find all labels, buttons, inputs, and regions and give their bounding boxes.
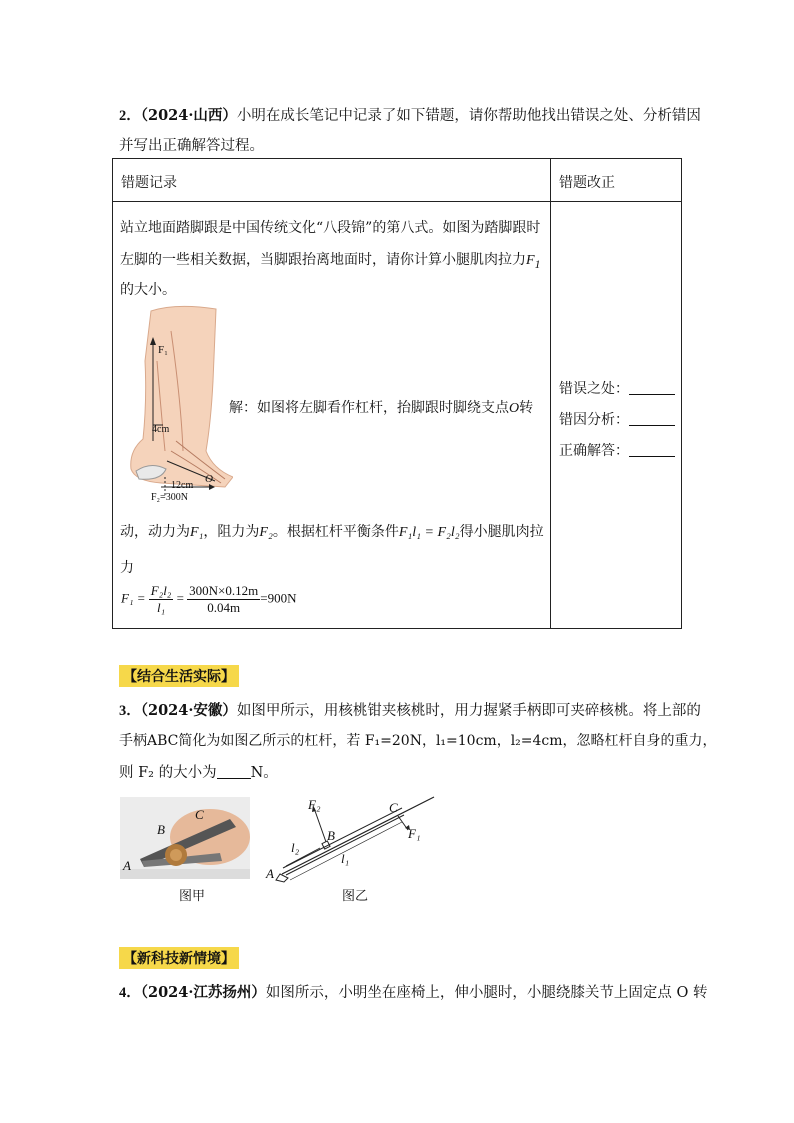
q3-number: 3． — [119, 703, 141, 719]
q4-stem-1: 如图所示，小明坐在座椅上，伸小腿时，小腿绕膝关节上固定点 O 转 — [265, 985, 708, 1001]
fig-o-label: O — [205, 473, 213, 485]
fig-f2-label: F₂=300N — [151, 492, 188, 503]
table-header-right: 错题改正 — [559, 175, 615, 191]
nutcracker-photo — [120, 797, 250, 879]
fig-a-label-B: B — [157, 822, 165, 837]
q3-answer-blank[interactable] — [217, 764, 251, 779]
solution-text-3: 力 — [120, 560, 134, 576]
fig-a-label-A: A — [123, 858, 131, 873]
section-tag-tech: 【新科技新情境】 — [119, 947, 239, 969]
fig-b-caption: 图乙 — [342, 889, 369, 904]
leg-lever-figure — [121, 301, 233, 497]
error-point-blank[interactable] — [629, 380, 675, 395]
fig-f1-label: F₁ — [158, 344, 168, 356]
fig-b-label-l1: l₁ — [341, 851, 350, 866]
q2-source: （2024·山西） — [140, 107, 237, 124]
problem-text-1: 站立地面踏脚跟是中国传统文化“八段锦”的第八式。如图为踏脚跟时 — [120, 220, 541, 236]
fig-a-label-C: C — [195, 807, 204, 822]
q4-source: （2024·江苏扬州） — [140, 984, 266, 1001]
fig-b-label-l2: l₂ — [291, 840, 300, 855]
fig-b-label-C: C — [389, 800, 398, 815]
q2-line-1 — [119, 104, 701, 125]
table-divider-vertical — [550, 159, 551, 628]
q4-number: 4． — [119, 985, 141, 1001]
q3-line-1 — [119, 699, 701, 720]
table-header-left: 错题记录 — [121, 175, 177, 191]
error-point-field: 错误之处： — [559, 378, 675, 398]
q3-stem-1: 如图甲所示，用核桃钳夹核桃时，用力握紧手柄即可夹碎核桃。将上部的 — [236, 703, 701, 719]
correct-answer-blank[interactable] — [629, 442, 675, 457]
problem-text-3: 的大小。 — [120, 282, 176, 298]
q4-line-1 — [119, 981, 708, 1002]
q2-stem-1: 小明在成长笔记中记录了如下错题，请你帮助他找出错误之处、分析错因 — [236, 108, 701, 124]
solution-text-1: 解：如图将左脚看作杠杆，抬脚跟时脚绕支点O转 — [229, 400, 534, 416]
fig-b-label-B: B — [327, 828, 335, 843]
correct-answer-field: 正确解答： — [559, 440, 675, 460]
fig-a-caption: 图甲 — [179, 889, 206, 904]
solution-text-2: 动，动力为F₁，阻力为F₂。根据杠杆平衡条件F₁l₁ = F₂l₂得小腿肌肉拉 — [120, 524, 544, 540]
fig-dist-4cm: 4cm — [152, 424, 170, 435]
q3-source: （2024·安徽） — [140, 702, 237, 719]
problem-text-2: 左脚的一些相关数据，当脚跟抬离地面时，请你计算小腿肌肉拉力$F_1$ — [120, 252, 541, 271]
fig-b-label-A: A — [266, 866, 274, 881]
table-divider-horizontal — [113, 201, 681, 202]
error-table — [112, 158, 682, 629]
q3-line-2: 手柄ABC简化为如图乙所示的杠杆，若 F₁=20N，l₁=10cm，l₂=4cm，忽略杠杆自身的重力， — [119, 733, 717, 749]
section-tag-life: 【结合生活实际】 — [119, 665, 239, 687]
error-cause-blank[interactable] — [629, 411, 675, 426]
fig-dist-12cm: 12cm — [171, 480, 194, 491]
q2-number: 2． — [119, 108, 141, 124]
q3-line-3: 则 F₂ 的大小为 N。 — [119, 765, 278, 781]
solution-formula: F₁ = $\frac{\text{F₂l₂}}{\text{l₁}}$ = $\frac{300N\times 0.12m}{0.04m}$ =900N — [121, 583, 297, 615]
error-cause-field: 错因分析： — [559, 409, 675, 429]
q2-line-2: 并写出正确解答过程。 — [119, 138, 264, 154]
fig-b-label-F2: F₂ — [308, 797, 321, 812]
fig-b-label-F1: F₁ — [408, 826, 421, 841]
